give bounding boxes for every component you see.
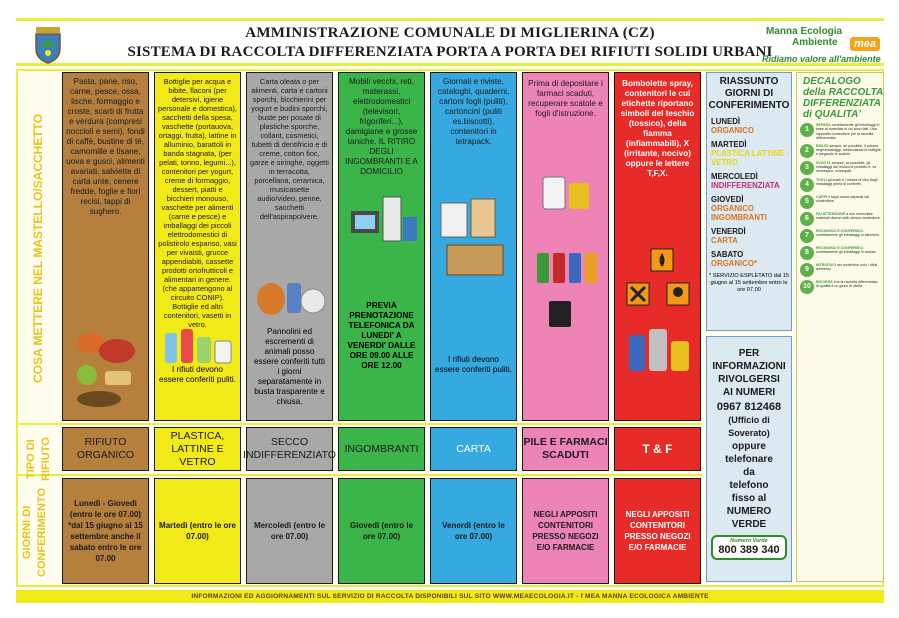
page-title: AMMINISTRAZIONE COMUNALE DI MIGLIERINA (CZ)	[245, 25, 655, 41]
summary-row: MERCOLEDÌ INDIFFERENZIATA	[711, 172, 780, 190]
summary-row: VENERDÌ CARTA	[711, 227, 746, 245]
type-organico: RIFIUTO ORGANICO	[62, 427, 149, 471]
column-text: Prima di depositare i farmaci scaduti, recuperare scatole e fogli d'istruzione.	[528, 79, 603, 118]
decalogo-item: 3 SVUOTA sempre, se possibile, gli imballaggi dai residui di prodotto e, se necessario, sciacquali.	[797, 161, 883, 175]
column-text: Giornali e riviste, cataloghi, quaderni, cartoni fogli (puliti), cartoncini (puliti es.biscotti), contenitori in tetrapack.	[437, 77, 510, 146]
column-text: Bottiglie per acqua e bibite, flaconi (per detersivi, igiene personale e domestica), sacchetti della spesa, vaschette (portauova, ortaggi, frutta), lattine in alluminio, barattoli in banda stagnata, (per pelati, tonno, legumi...), contenitori per yogurt, creme di formaggio, dessert, piatti e bicchieri monouso, vaschette per alimenti (carne e pesce) e imballaggi dei piccoli elettrodomestici di polistirolo espanso, vasi per vivaisti, grucce appendiabiti, cassette prodotti ortofrutticoli e alimentari in genere. (che appartengono al circuito CONIP). Bottiglie ed altri contenitori, vasetti in vetro.	[158, 77, 237, 329]
type-tf: T & F	[614, 427, 701, 471]
decalogo-item: 2 RIDUCI sempre, se possibile, il volume degli imballaggi, schiacciando le bottiglie e piegando le scatole.	[797, 144, 883, 158]
type-ingombranti: INGOMBRANTI	[338, 427, 425, 471]
page-footer[interactable]: INFORMAZIONI ED AGGIORNAMENTI SUL SERVIZIO DI RACCOLTA DISPONIBILI SUL SITO WWW.MEAECOLOGIA.IT - f MEA MANNA ECOLOGICA AMBIENTE	[16, 590, 884, 603]
page-header	[16, 18, 884, 66]
column-text: Carta oleata o per alimenti, carta e cartoni sporchi, bicchierini per yogurt e budini sporchi, buste per posate di plastiche sporche, collant, cosmetici, tubetti di dentifricio e di creme, cotton fioc, garze e siringhe, oggetti in terracotta, porcellana, ceramica, musicasette audio/video, penne, sacchetti dell'aspirapolvere.	[250, 77, 329, 221]
decalogo-item: 9 INTRODUCI nei contenitori solo i rifiuti ammessi.	[797, 263, 883, 277]
column-pile-farmaci	[522, 72, 609, 421]
decalogo-item: 7 RICONOSCI E CONFERISCI correttamente gli imballaggi in alluminio.	[797, 229, 883, 243]
column-ingombranti	[338, 72, 425, 421]
summary-row: MARTEDÌ PLASTICA LATTINE - VETRO	[711, 140, 789, 167]
days-pile-farmaci: NEGLI APPOSITI CONTENITORI PRESSO NEGOZI E/O FARMACIE	[522, 478, 609, 584]
summary-row: GIOVEDÌ ORGANICO INGOMBRANTI	[711, 195, 767, 222]
days-ingombranti: Giovedì (entro le ore 07.00)	[338, 478, 425, 584]
mixed-waste-icon	[253, 273, 329, 319]
logo-badge: mea	[850, 37, 880, 51]
paper-cartons-icon	[437, 193, 513, 283]
column-text: Pasta, pane, riso, carne, pesce, ossa, lische, formaggio e croste, scarti di frutta e verdura (compresi noccioli e semi), fondi di caffè, bustine di tè, camomille e tisane, uova e gusci, alimenti avariati, salviette di carta unte, cenere fredde, foglie e fiori recisi, tappi di sughero.	[66, 77, 145, 216]
food-waste-icon	[69, 323, 145, 413]
column-footer: I rifiuti devono essere conferiti puliti.	[435, 355, 512, 374]
toll-free-box: Numero Verde 800 389 340	[711, 535, 787, 560]
column-footer: PREVIA PRENOTAZIONE TELEFONICA DA LUNEDI' A VENERDI' DALLE ORE 09.00 ALLE ORE 12.00	[347, 301, 416, 370]
decalogo-item: 8 RICONOSCI E CONFERISCI correttamente gli imballaggi in acciaio.	[797, 246, 883, 260]
days-carta: Venerdì (entro le ore 07.00)	[430, 478, 517, 584]
column-organico	[62, 72, 149, 421]
schedule-summary	[706, 72, 792, 331]
column-plastica	[154, 72, 241, 421]
batteries-medicines-icon	[533, 173, 601, 333]
summary-note: * SERVIZIO ESPLETATO dal 15 giugno al 15 settembre entro le ore 07.00	[708, 273, 790, 293]
type-secco: SECCO INDIFFERENZIATO	[246, 427, 333, 471]
row-label-days: GIORNI DI CONFERIMENTO	[21, 487, 48, 577]
column-footer: I rifiuti devono essere conferiti puliti.	[159, 365, 236, 384]
decalogo-panel	[796, 72, 884, 582]
toll-free-number[interactable]: 800 389 340	[718, 544, 780, 556]
column-text: Mobili vecchi, reti, materassi, elettrodomestici (televisori, frigoriferi...), damigiane e grosse taniche. IL RITIRO DEGLI INGOMBRANTI E A DOMICILIO	[345, 77, 418, 176]
summary-title: RIASSUNTO GIORNI DI CONFERIMENTO	[708, 76, 790, 111]
decalogo-item: 10 RICORDA che la raccolta differenziata di qualità è un gesto di civiltà.	[797, 280, 883, 294]
hazard-symbols-icon	[623, 245, 695, 415]
row-label-what: COSA METTERE NEL MASTELLO/SACCHETTO	[31, 113, 45, 383]
column-secco	[246, 72, 333, 421]
type-plastica: PLASTICA, LATTINE E VETRO	[154, 427, 241, 471]
divider	[16, 423, 702, 425]
decalogo-item: 1 SEPARA correttamente gli imballaggi in base al materiale di cui sono fatti. Usa l'apposito contenitore per la raccolta differenziata.	[797, 123, 883, 141]
decalogo-item: 6 FAI ATTENZIONE a non mescolare materiali diversi nello stesso contenitore.	[797, 212, 883, 226]
summary-row: SABATO ORGANICO*	[711, 250, 757, 268]
days-tf: NEGLI APPOSITI CONTENITORI PRESSO NEGOZI E/O FARMACIE	[614, 478, 701, 584]
decalogo-item: 5 CAPPI e tappi vanno separati dal contenitore.	[797, 195, 883, 209]
type-carta: CARTA	[430, 427, 517, 471]
days-secco: Mercoledì (entro le ore 07.00)	[246, 478, 333, 584]
column-carta	[430, 72, 517, 421]
days-plastica: Martedì (entro le ore 07.00)	[154, 478, 241, 584]
type-pile-farmaci: PILE E FARMACI SCADUTI	[522, 427, 609, 471]
appliances-icon	[347, 193, 419, 253]
days-organico: Lunedì - Giovedì (entro le ore 07.00) *dal 15 giugno al 15 settembre anche il sabato entro le ore 07.00	[62, 478, 149, 584]
column-footer: Pannolini ed escrementi di animali posso essere conferiti tutti i giorni separatamente in busta trasparente e chiusa.	[254, 327, 325, 406]
page-subtitle: SISTEMA DI RACCOLTA DIFFERENZIATA PORTA A PORTA DEI RIFIUTI SOLIDI URBANI	[127, 44, 773, 60]
row-label-type: TIPO DI RIFIUTO	[25, 437, 52, 481]
bottles-icon	[161, 325, 237, 365]
contact-info: PER INFORMAZIONI RIVOLGERSI AI NUMERI 0967 812468 (Ufficio di Soverato) oppure telefonare da telefono fisso al NUMERO VERDE Numero Verde 800 389 340	[706, 336, 792, 582]
decalogo-title: DECALOGO della RACCOLTA DIFFERENZIATA di QUALITA'	[803, 76, 883, 120]
summary-row: LUNEDÌ ORGANICO	[711, 117, 754, 135]
column-tf	[614, 72, 701, 421]
office-phone[interactable]: 0967 812468	[716, 401, 782, 413]
column-text: Bombolette spray, contenitori le cui etichette riportano simboli del teschio (tossico), della fiamma (infiammabili), X (irritante, nocivo) oppure le lettere T,F,X.	[620, 79, 695, 178]
divider	[16, 474, 702, 476]
company-logo: Manna Ecologia Ambiente mea Ridiamo valore all'ambiente	[762, 26, 881, 64]
decalogo-item: 4 TOGLI gli scarti e i residui di cibo dagli imballaggi prima di conferirli.	[797, 178, 883, 192]
